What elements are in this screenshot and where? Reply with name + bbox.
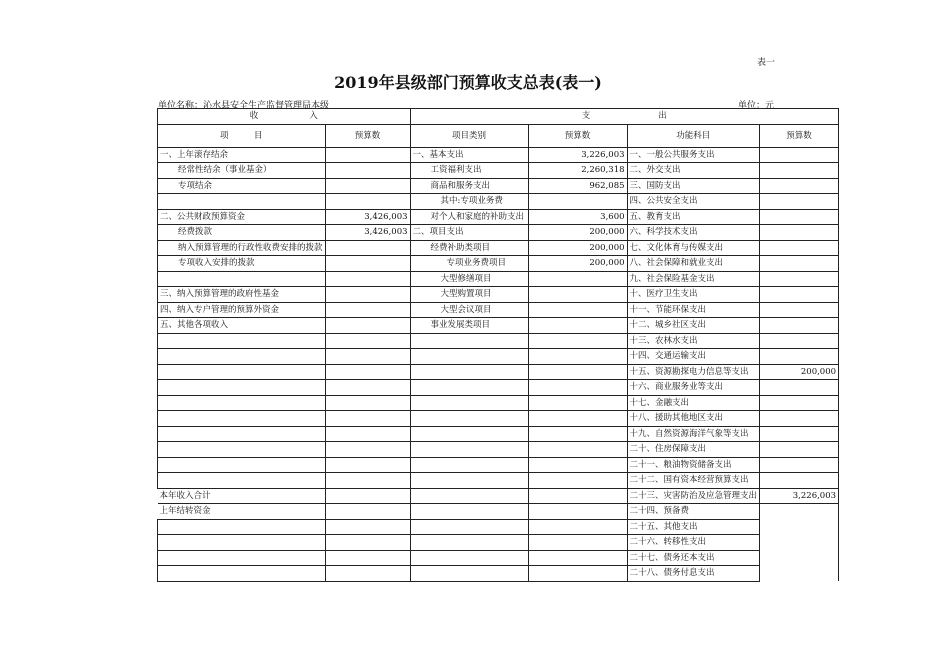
income-budget bbox=[325, 287, 410, 303]
income-item bbox=[158, 519, 326, 535]
income-budget bbox=[325, 488, 410, 504]
income-budget bbox=[325, 550, 410, 566]
table-row bbox=[158, 194, 839, 210]
function-item: 十九、自然资源海洋气象等支出 bbox=[627, 426, 760, 442]
function-budget bbox=[760, 287, 839, 303]
income-budget bbox=[325, 163, 410, 179]
function-budget bbox=[760, 535, 839, 551]
income-budget bbox=[325, 411, 410, 427]
income-budget bbox=[325, 566, 410, 582]
function-budget bbox=[760, 442, 839, 458]
function-budget: 200,000 bbox=[760, 364, 839, 380]
category-item: 一、基本支出 bbox=[410, 147, 528, 163]
function-budget bbox=[760, 240, 839, 256]
function-budget bbox=[760, 163, 839, 179]
function-item: 十、医疗卫生支出 bbox=[627, 287, 760, 303]
category-budget bbox=[528, 349, 627, 365]
category-budget bbox=[528, 426, 627, 442]
budget-summary-table bbox=[157, 108, 839, 582]
table-row bbox=[158, 178, 839, 194]
income-item bbox=[158, 457, 326, 473]
function-item: 二十、住房保障支出 bbox=[627, 442, 760, 458]
category-item bbox=[410, 411, 528, 427]
table-row bbox=[158, 349, 839, 365]
income-budget bbox=[325, 535, 410, 551]
income-budget bbox=[325, 504, 410, 520]
function-item: 二十七、债务还本支出 bbox=[627, 550, 760, 566]
table-row bbox=[158, 535, 839, 551]
category-item bbox=[410, 473, 528, 489]
category-item bbox=[410, 550, 528, 566]
category-item: 商品和服务支出 bbox=[410, 178, 528, 194]
function-item: 一、一般公共服务支出 bbox=[627, 147, 760, 163]
category-budget: 200,000 bbox=[528, 256, 627, 272]
function-budget bbox=[760, 178, 839, 194]
category-budget bbox=[528, 333, 627, 349]
income-budget bbox=[325, 473, 410, 489]
function-item: 十五、资源勘探电力信息等支出 bbox=[627, 364, 760, 380]
table-row bbox=[158, 426, 839, 442]
table-row bbox=[158, 395, 839, 411]
table-row bbox=[158, 302, 839, 318]
income-budget: 3,426,003 bbox=[325, 209, 410, 225]
income-item bbox=[158, 442, 326, 458]
table-row bbox=[158, 380, 839, 396]
table-row bbox=[158, 519, 839, 535]
income-item: 上年结转资金 bbox=[158, 504, 326, 520]
expense-header: 支 出 bbox=[410, 109, 839, 125]
income-item: 经常性结余（事业基金） bbox=[158, 163, 326, 179]
unit-name: 单位名称：沁水县安全生产监督管理局本级 bbox=[158, 101, 330, 111]
function-budget bbox=[760, 256, 839, 272]
income-budget bbox=[325, 333, 410, 349]
income-item: 专项收入安排的拨款 bbox=[158, 256, 326, 272]
function-item: 四、公共安全支出 bbox=[627, 194, 760, 210]
function-budget bbox=[760, 209, 839, 225]
income-budget: 3,426,003 bbox=[325, 225, 410, 241]
category-budget bbox=[528, 535, 627, 551]
category-budget bbox=[528, 566, 627, 582]
category-budget bbox=[528, 395, 627, 411]
category-item: 专项业务费项目 bbox=[410, 256, 528, 272]
category-item: 二、项目支出 bbox=[410, 225, 528, 241]
function-item: 十六、商业服务业等支出 bbox=[627, 380, 760, 396]
category-budget bbox=[528, 457, 627, 473]
function-budget bbox=[760, 550, 839, 566]
table-row bbox=[158, 364, 839, 380]
table-row bbox=[158, 442, 839, 458]
function-item: 十八、援助其他地区支出 bbox=[627, 411, 760, 427]
income-item bbox=[158, 473, 326, 489]
category-item bbox=[410, 349, 528, 365]
category-item: 工资福利支出 bbox=[410, 163, 528, 179]
function-budget bbox=[760, 566, 839, 582]
income-budget bbox=[325, 302, 410, 318]
function-item: 二十三、灾害防治及应急管理支出 bbox=[627, 488, 760, 504]
income-budget bbox=[325, 271, 410, 287]
function-budget bbox=[760, 349, 839, 365]
income-budget bbox=[325, 364, 410, 380]
function-budget bbox=[760, 225, 839, 241]
income-budget bbox=[325, 457, 410, 473]
category-item: 大型修缮项目 bbox=[410, 271, 528, 287]
income-item bbox=[158, 535, 326, 551]
income-budget bbox=[325, 194, 410, 210]
category-item: 事业发展类项目 bbox=[410, 318, 528, 334]
table-row bbox=[158, 163, 839, 179]
function-item: 二十六、转移性支出 bbox=[627, 535, 760, 551]
function-item: 二十四、预备费 bbox=[627, 504, 760, 520]
category-budget bbox=[528, 302, 627, 318]
col-budget2: 预算数 bbox=[528, 124, 627, 147]
category-item bbox=[410, 488, 528, 504]
function-item: 八、社会保障和就业支出 bbox=[627, 256, 760, 272]
category-item: 经费补助类项目 bbox=[410, 240, 528, 256]
function-budget bbox=[760, 395, 839, 411]
function-item: 九、社会保险基金支出 bbox=[627, 271, 760, 287]
category-item bbox=[410, 504, 528, 520]
function-budget bbox=[760, 504, 839, 520]
table-row bbox=[158, 457, 839, 473]
function-budget bbox=[760, 302, 839, 318]
category-budget bbox=[528, 550, 627, 566]
income-budget bbox=[325, 349, 410, 365]
function-budget bbox=[760, 519, 839, 535]
category-budget: 962,085 bbox=[528, 178, 627, 194]
category-item: 大型购置项目 bbox=[410, 287, 528, 303]
function-item: 五、教育支出 bbox=[627, 209, 760, 225]
category-budget: 200,000 bbox=[528, 240, 627, 256]
category-item bbox=[410, 442, 528, 458]
category-budget bbox=[528, 411, 627, 427]
category-item bbox=[410, 566, 528, 582]
category-item bbox=[410, 457, 528, 473]
income-item bbox=[158, 566, 326, 582]
income-item bbox=[158, 364, 326, 380]
function-item: 十三、农林水支出 bbox=[627, 333, 760, 349]
table-row bbox=[158, 147, 839, 163]
income-item: 二、公共财政预算资金 bbox=[158, 209, 326, 225]
function-budget bbox=[760, 473, 839, 489]
category-item: 对个人和家庭的补助支出 bbox=[410, 209, 528, 225]
function-budget bbox=[760, 411, 839, 427]
function-item: 十一、节能环保支出 bbox=[627, 302, 760, 318]
col-item: 项 目 bbox=[158, 124, 326, 147]
table-row bbox=[158, 473, 839, 489]
income-item: 三、纳入预算管理的政府性基金 bbox=[158, 287, 326, 303]
function-budget bbox=[760, 271, 839, 287]
function-budget bbox=[760, 333, 839, 349]
income-item: 五、其他各项收入 bbox=[158, 318, 326, 334]
category-item bbox=[410, 364, 528, 380]
col-budget: 预算数 bbox=[325, 124, 410, 147]
category-item bbox=[410, 333, 528, 349]
col-budget3: 预算数 bbox=[760, 124, 839, 147]
income-item: 一、上年滚存结余 bbox=[158, 147, 326, 163]
table-row bbox=[158, 333, 839, 349]
col-function: 功能科目 bbox=[627, 124, 760, 147]
category-budget bbox=[528, 519, 627, 535]
category-budget bbox=[528, 504, 627, 520]
income-item: 四、纳入专户管理的预算外资金 bbox=[158, 302, 326, 318]
category-budget bbox=[528, 194, 627, 210]
function-item: 十七、金融支出 bbox=[627, 395, 760, 411]
income-item: 本年收入合计 bbox=[158, 488, 326, 504]
income-budget bbox=[325, 426, 410, 442]
table-row bbox=[158, 411, 839, 427]
function-item: 二、外交支出 bbox=[627, 163, 760, 179]
function-item: 七、文化体育与传媒支出 bbox=[627, 240, 760, 256]
income-budget bbox=[325, 442, 410, 458]
col-category: 项目类别 bbox=[410, 124, 528, 147]
income-budget bbox=[325, 240, 410, 256]
income-budget bbox=[325, 519, 410, 535]
category-budget bbox=[528, 380, 627, 396]
category-item bbox=[410, 395, 528, 411]
table-row bbox=[158, 240, 839, 256]
income-item bbox=[158, 550, 326, 566]
category-budget bbox=[528, 442, 627, 458]
income-item bbox=[158, 349, 326, 365]
table-row bbox=[158, 271, 839, 287]
function-budget bbox=[760, 147, 839, 163]
table-row bbox=[158, 287, 839, 303]
function-item: 二十一、粮油物资储备支出 bbox=[627, 457, 760, 473]
table-row bbox=[158, 504, 839, 520]
category-budget bbox=[528, 473, 627, 489]
income-budget bbox=[325, 256, 410, 272]
category-budget bbox=[528, 287, 627, 303]
function-budget: 3,226,003 bbox=[760, 488, 839, 504]
category-budget: 200,000 bbox=[528, 225, 627, 241]
category-budget: 2,260,318 bbox=[528, 163, 627, 179]
function-item: 二十五、其他支出 bbox=[627, 519, 760, 535]
category-item: 大型会议项目 bbox=[410, 302, 528, 318]
function-item: 三、国防支出 bbox=[627, 178, 760, 194]
category-budget bbox=[528, 488, 627, 504]
category-item bbox=[410, 519, 528, 535]
income-item: 纳入预算管理的行政性收费安排的拨款 bbox=[158, 240, 326, 256]
income-header: 收 入 bbox=[158, 109, 411, 125]
income-item bbox=[158, 333, 326, 349]
income-item bbox=[158, 271, 326, 287]
table-row bbox=[158, 318, 839, 334]
income-item: 经费拨款 bbox=[158, 225, 326, 241]
category-item: 其中:专项业务费 bbox=[410, 194, 528, 210]
category-item bbox=[410, 535, 528, 551]
income-item bbox=[158, 426, 326, 442]
table-row bbox=[158, 209, 839, 225]
income-budget bbox=[325, 147, 410, 163]
income-item bbox=[158, 194, 326, 210]
income-budget bbox=[325, 380, 410, 396]
category-budget bbox=[528, 364, 627, 380]
category-budget: 3,226,003 bbox=[528, 147, 627, 163]
sheet-tag: 表一 bbox=[757, 58, 776, 68]
income-budget bbox=[325, 395, 410, 411]
page-title: 2019年县级部门预算收支总表(表一) bbox=[334, 73, 602, 92]
income-budget bbox=[325, 178, 410, 194]
category-budget: 3,600 bbox=[528, 209, 627, 225]
income-item bbox=[158, 380, 326, 396]
category-budget bbox=[528, 271, 627, 287]
category-budget bbox=[528, 318, 627, 334]
function-budget bbox=[760, 457, 839, 473]
function-budget bbox=[760, 194, 839, 210]
function-item: 十四、交通运输支出 bbox=[627, 349, 760, 365]
income-budget bbox=[325, 318, 410, 334]
income-item bbox=[158, 395, 326, 411]
function-budget bbox=[760, 318, 839, 334]
function-item: 二十二、国有资本经营预算支出 bbox=[627, 473, 760, 489]
function-budget bbox=[760, 380, 839, 396]
income-item bbox=[158, 411, 326, 427]
function-item: 六、科学技术支出 bbox=[627, 225, 760, 241]
function-item: 二十八、债务付息支出 bbox=[627, 566, 760, 582]
category-item bbox=[410, 380, 528, 396]
table-row bbox=[158, 256, 839, 272]
table-row bbox=[158, 550, 839, 566]
currency-unit: 单位：元 bbox=[738, 101, 775, 111]
function-item: 十二、城乡社区支出 bbox=[627, 318, 760, 334]
table-row bbox=[158, 225, 839, 241]
category-item bbox=[410, 426, 528, 442]
table-row bbox=[158, 488, 839, 504]
income-item: 专项结余 bbox=[158, 178, 326, 194]
table-row bbox=[158, 566, 839, 582]
function-budget bbox=[760, 426, 839, 442]
